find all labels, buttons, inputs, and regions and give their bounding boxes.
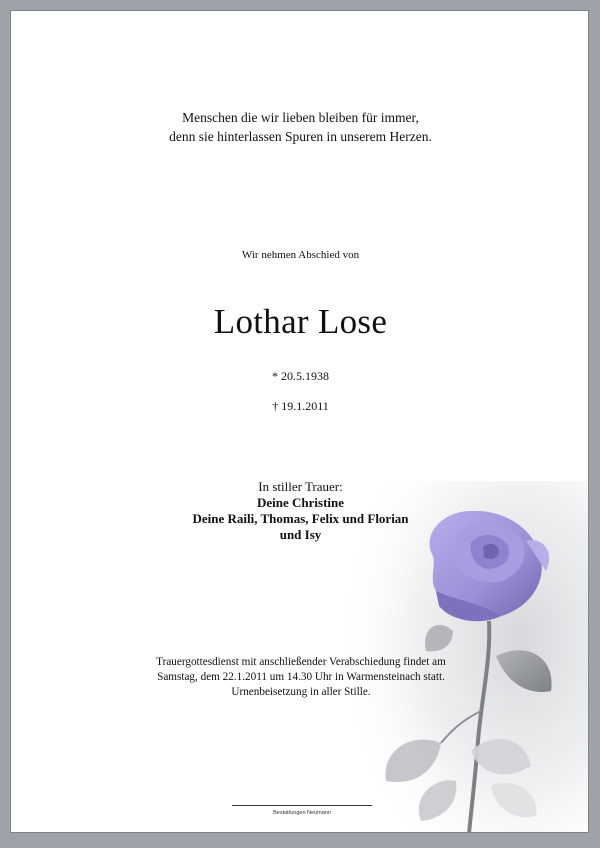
undertaker-name: Bestattungen Neumann (273, 810, 331, 816)
signature-line (232, 805, 372, 806)
birth-date: * 20.5.1938 (272, 369, 329, 383)
mourners-block (11, 479, 589, 543)
deceased-name: Lothar Lose (213, 302, 388, 341)
motto-line-2: denn sie hinterlassen Spuren in unserem Herzen. (169, 129, 432, 144)
mourner-name: Deine Raili, Thomas, Felix und Florian (192, 511, 409, 526)
motto-line-1: Menschen die wir lieben bleiben für immer, (182, 110, 419, 125)
mourner-name: Deine Christine (256, 495, 345, 510)
service-line-3: Urnenbeisetzung in aller Stille. (231, 686, 371, 698)
obituary-card (10, 10, 589, 833)
farewell-intro: Wir nehmen Abschied von (241, 249, 360, 261)
motto-text (11, 108, 589, 146)
service-announcement (131, 655, 471, 700)
service-line-2: Samstag, dem 22.1.2011 um 14.30 Uhr in Warmensteinach statt. (157, 671, 445, 683)
mourner-name: und Isy (279, 527, 322, 542)
death-date: † 19.1.2011 (272, 399, 329, 413)
mourners-heading: In stiller Trauer: (258, 479, 343, 494)
service-line-1: Trauergottesdienst mit anschließender Verabschiedung findet am (156, 656, 446, 668)
